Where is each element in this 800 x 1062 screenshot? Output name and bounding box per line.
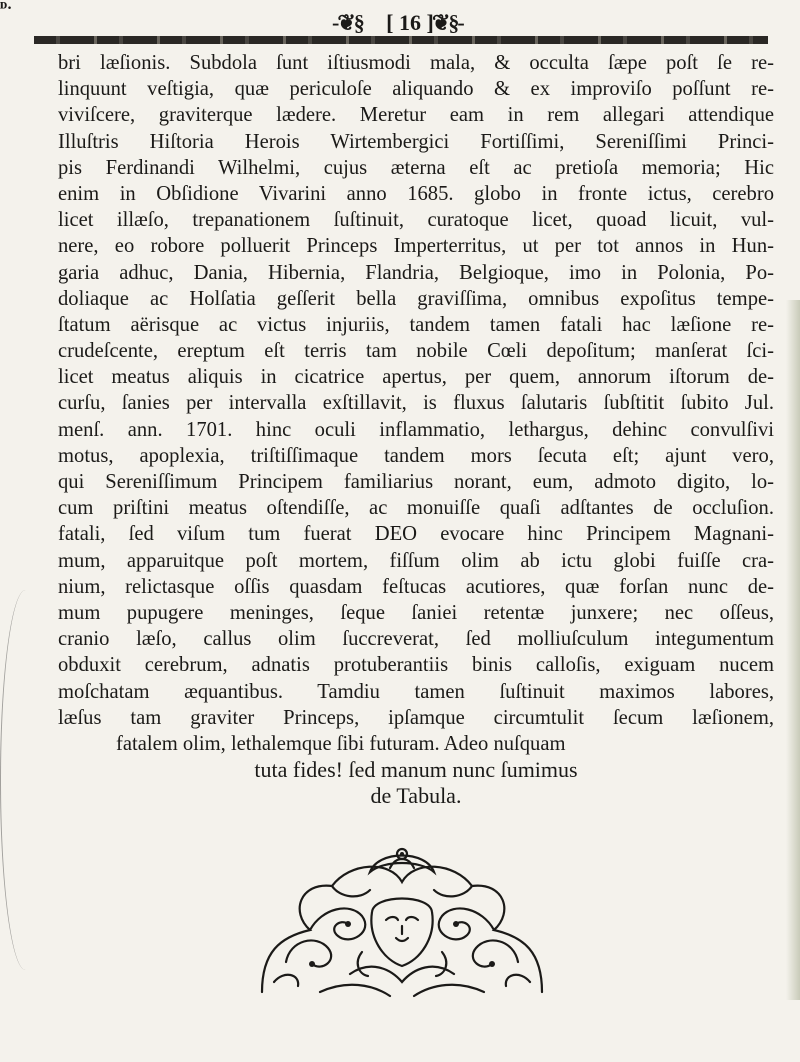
text-line: fatalem olim, lethalemque ſibi futuram. Adeo nuſquam bbox=[116, 732, 566, 755]
text-line: de Tabula. bbox=[370, 783, 462, 809]
text-line: licet illæſo, trepanationem ſuſtinuit, curatoque licet, quoad licuit, vul- bbox=[58, 209, 774, 232]
tailpiece-ornament bbox=[250, 842, 554, 1000]
text-line: crudeſcente, ereptum eſt terris tam nobile Cœli depoſitum; manſerat ſci- bbox=[58, 340, 774, 363]
header-ornament-left-icon: -❦§ bbox=[332, 10, 363, 35]
text-line: pis Ferdinandi Wilhelmi, cujus æterna eſt ac pretioſa memoria; Hic bbox=[58, 156, 774, 179]
text-line: ſtatum aërisque ac victus injuriis, tandem tamen fatali hac læſione re- bbox=[58, 313, 774, 336]
text-line: qui Sereniſſimum Principem familiarius norant, eum, admoto digito, lo- bbox=[58, 471, 774, 493]
text-line: motus, apoplexia, triſtiſſimaque tandem mors ſecuta eſt; ajunt vero, bbox=[58, 444, 774, 467]
text-line: cranio læſo, callus olim ſuccreverat, ſed molliuſculum integumentum bbox=[58, 628, 774, 651]
baroque-scrollwork-ornament-icon bbox=[250, 842, 554, 1000]
text-line: curſu, ſanies per intervalla exſtillavit, is fluxus ſalutaris ſubſtitit ſubito Jul. bbox=[58, 392, 774, 415]
text-line: læſus tam graviter Princeps, ipſamque circumtulit ſecum læſionem, bbox=[58, 706, 774, 729]
text-line: mum, apparuitque poſt mortem, fiſſum olim ab ictu globi fuiſſe cra- bbox=[58, 549, 774, 572]
corner-mark: ᴰ· bbox=[0, 0, 13, 17]
text-line: doliaque ac Holſatia geſſerit bella graviſſima, omnibus expoſitus tempe- bbox=[58, 287, 774, 310]
text-line: enim in Obſidione Vivarini anno 1685. globo in fronte ictus, cerebro bbox=[58, 182, 774, 205]
text-line: fatali, ſed viſum tum fuerat DEO evocare hinc Principem Magnani- bbox=[58, 523, 774, 546]
text-line: viviſcere, graviterque lædere. Meretur eam in rem allegari attendique bbox=[58, 104, 774, 127]
binding-curve bbox=[0, 590, 51, 970]
text-line: mum pupugere meninges, ſeque ſaniei retentæ junxere; nec oſſeus, bbox=[58, 601, 774, 624]
text-line: obduxit cerebrum, adnatis protuberantiis binis calloſis, exiguam nucem bbox=[58, 654, 774, 677]
text-line: tuta fides! ſed manum nunc ſumimus bbox=[254, 757, 578, 783]
text-line: menſ. ann. 1701. hinc oculi inflammatio, lethargus, dehinc convulſivi bbox=[58, 418, 774, 441]
body-text bbox=[58, 50, 774, 809]
text-line: Illuſtris Hiſtoria Herois Wirtembergici Fortiſſimi, Sereniſſimi Princi- bbox=[58, 130, 774, 153]
text-line: licet meatus aliquis in cicatrice apertus, per quem, annorum iſtorum de- bbox=[58, 366, 774, 389]
text-line: cum priſtini meatus oſtendiſſe, ac monuiſſe quaſi adſtantes de occluſion. bbox=[58, 497, 774, 520]
text-line: moſchatam æquantibus. Tamdiu tamen ſuſtinuit maximos labores, bbox=[58, 680, 774, 703]
text-line: nium, relictasque oſſis quasdam feſtucas acutiores, quæ forſan nunc de- bbox=[58, 575, 774, 598]
text-line: linquunt veſtigia, quæ periculoſe aliquando & ex improviſo poſſunt re- bbox=[58, 78, 774, 101]
text-line: garia adhuc, Dania, Hibernia, Flandria, Belgioque, imo in Polonia, Po- bbox=[58, 261, 774, 284]
text-line: nere, eo robore polluerit Princeps Imperterritus, ut per tot annos in Hun- bbox=[58, 235, 774, 258]
text-line: bri læſionis. Subdola ſunt iſtiusmodi mala, & occulta ſæpe poſt ſe re- bbox=[58, 52, 774, 74]
header-ornament-right-icon: ❦§- bbox=[432, 10, 463, 35]
header-rule bbox=[34, 36, 768, 44]
page-edge-shadow bbox=[786, 300, 800, 1000]
page-number: [ 16 ] bbox=[386, 10, 434, 35]
